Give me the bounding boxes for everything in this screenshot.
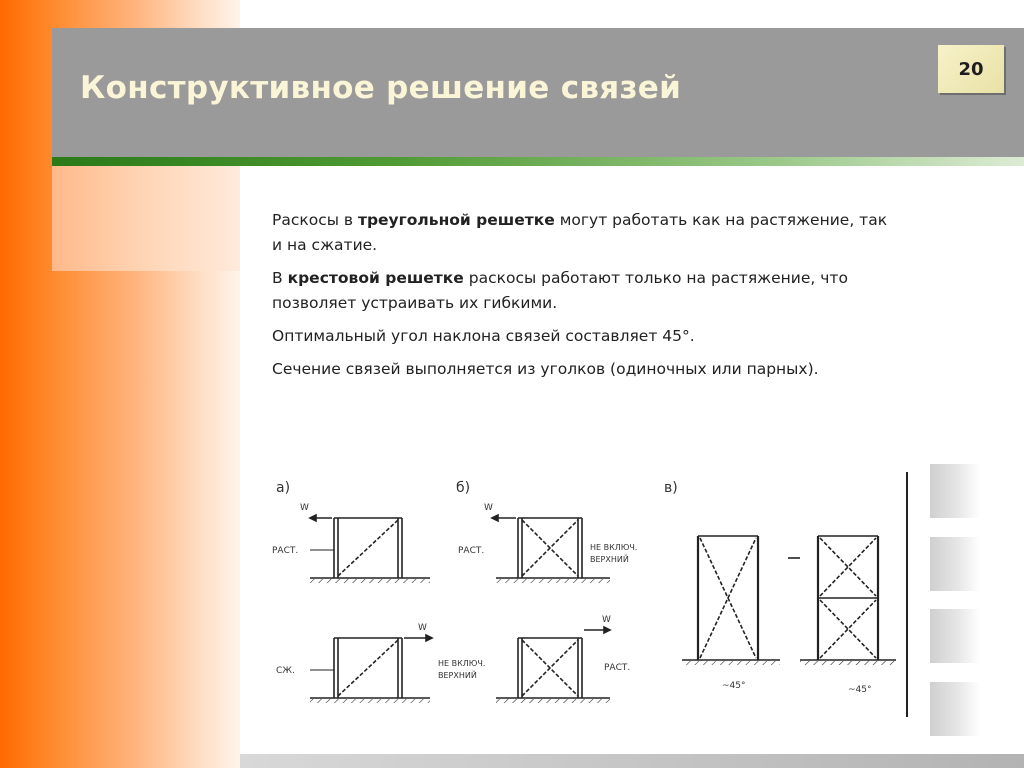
text-span: раскосы работают только на растяжение, что позволяет устраивать их гибкими. bbox=[272, 269, 848, 312]
text-span: могут работать как на растяжение, так и на сжатие. bbox=[272, 211, 888, 254]
paragraph bbox=[272, 357, 892, 382]
text-span: Сечение связей выполняется из уголков (одиночных или парных). bbox=[272, 360, 819, 378]
side-square bbox=[930, 464, 980, 518]
paragraph bbox=[272, 324, 892, 349]
bracing-diagrams bbox=[270, 470, 900, 720]
text-span: Оптимальный угол наклона связей составляет 45°. bbox=[272, 327, 695, 345]
ground-hatch bbox=[682, 661, 780, 665]
side-square bbox=[930, 682, 980, 736]
member-label: ВЕРХНИЙ bbox=[438, 671, 477, 680]
bracing-diagram-svg bbox=[270, 470, 900, 720]
side-square bbox=[930, 537, 980, 591]
text-span: В bbox=[272, 269, 288, 287]
panel-label-a: а) bbox=[276, 480, 291, 496]
member-label: РАСТ. bbox=[458, 546, 485, 556]
bold-term: крестовой решетке bbox=[287, 269, 464, 287]
left-accent-block bbox=[52, 165, 240, 271]
title-underline bbox=[52, 157, 1024, 166]
force-label: W bbox=[418, 623, 427, 633]
ground-hatch bbox=[310, 699, 430, 703]
force-label: W bbox=[602, 615, 611, 625]
force-label: W bbox=[484, 503, 493, 513]
paragraph bbox=[272, 266, 892, 316]
bottom-strip bbox=[240, 754, 1024, 768]
paragraph bbox=[272, 208, 892, 258]
slide-body bbox=[272, 208, 892, 390]
side-square bbox=[930, 609, 980, 663]
member-label: НЕ ВКЛЮЧ. bbox=[590, 543, 638, 552]
member-label: СЖ. bbox=[276, 666, 295, 676]
ground-hatch bbox=[496, 699, 610, 703]
member-label: РАСТ. bbox=[604, 663, 631, 673]
page-number: 20 bbox=[958, 58, 984, 80]
bold-term: треугольной решетке bbox=[357, 211, 555, 229]
ground-hatch bbox=[800, 661, 896, 665]
panel-label-b: б) bbox=[456, 480, 471, 496]
angle-label: ~45° bbox=[722, 681, 746, 691]
page-number-badge bbox=[938, 45, 1004, 93]
panel-label-v: в) bbox=[664, 480, 678, 496]
divider-line bbox=[906, 472, 908, 717]
member-label: НЕ ВКЛЮЧ. bbox=[438, 659, 486, 668]
force-label: W bbox=[300, 503, 309, 513]
angle-label: ~45° bbox=[848, 685, 872, 695]
text-span: Раскосы в bbox=[272, 211, 358, 229]
member-label: РАСТ. bbox=[272, 546, 299, 556]
ground-hatch bbox=[496, 579, 610, 583]
ground-hatch bbox=[310, 579, 430, 583]
member-label: ВЕРХНИЙ bbox=[590, 555, 629, 564]
slide-title: Конструктивное решение связей bbox=[80, 70, 682, 106]
